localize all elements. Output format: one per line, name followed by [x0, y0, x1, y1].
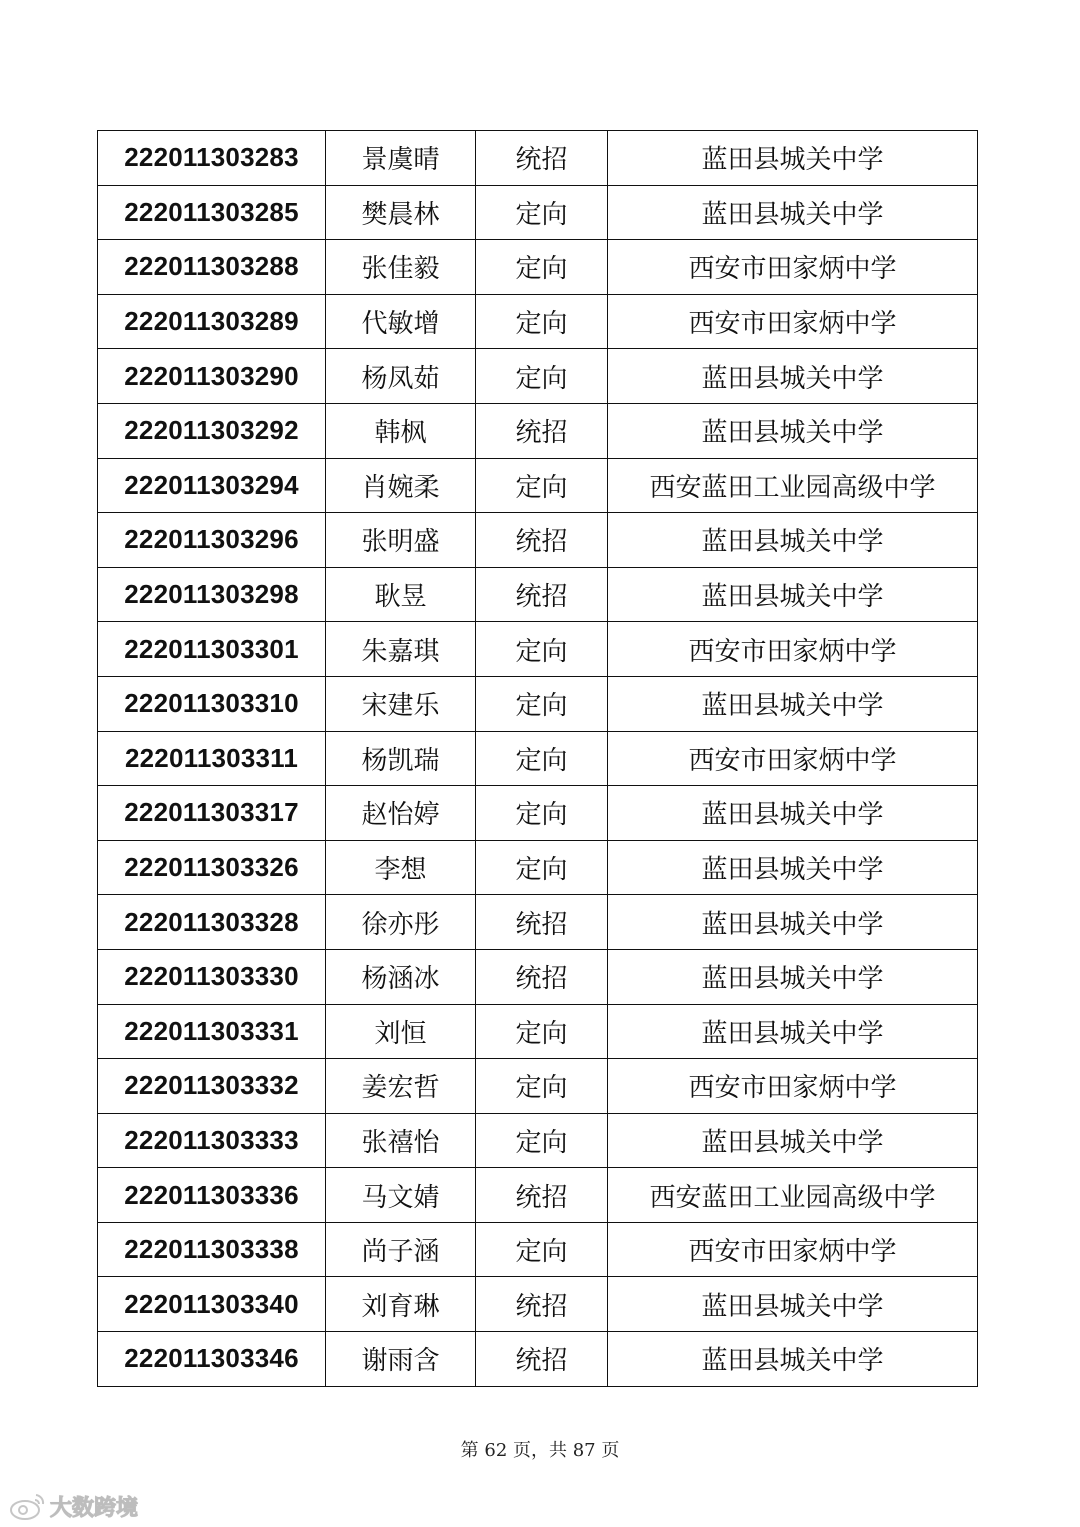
exam-number-cell: 222011303330 — [98, 949, 326, 1004]
school-cell: 蓝田县城关中学 — [608, 1004, 978, 1059]
admission-type-cell: 统招 — [476, 403, 608, 458]
table-row — [98, 294, 978, 349]
exam-number-cell: 222011303310 — [98, 676, 326, 731]
student-name-cell: 张禧怡 — [326, 1113, 476, 1168]
table-row — [98, 840, 978, 895]
admission-type-cell: 定向 — [476, 1004, 608, 1059]
student-name-cell: 张明盛 — [326, 513, 476, 568]
admission-type-cell: 统招 — [476, 131, 608, 186]
admission-type-cell: 定向 — [476, 1059, 608, 1114]
watermark — [8, 1490, 138, 1522]
school-cell: 西安市田家炳中学 — [608, 1222, 978, 1277]
school-cell: 蓝田县城关中学 — [608, 1277, 978, 1332]
table-row — [98, 1168, 978, 1223]
student-name-cell: 杨凯瑞 — [326, 731, 476, 786]
table-row — [98, 1222, 978, 1277]
table-row — [98, 895, 978, 950]
admission-type-cell: 统招 — [476, 513, 608, 568]
table-row — [98, 1004, 978, 1059]
table-row — [98, 731, 978, 786]
exam-number-cell: 222011303290 — [98, 349, 326, 404]
table-row — [98, 676, 978, 731]
exam-number-cell: 222011303294 — [98, 458, 326, 513]
exam-number-cell: 222011303301 — [98, 622, 326, 677]
school-cell: 西安蓝田工业园高级中学 — [608, 1168, 978, 1223]
school-cell: 蓝田县城关中学 — [608, 349, 978, 404]
exam-number-cell: 222011303338 — [98, 1222, 326, 1277]
admission-type-cell: 定向 — [476, 1113, 608, 1168]
table-row — [98, 458, 978, 513]
admission-type-cell: 统招 — [476, 1168, 608, 1223]
admission-type-cell: 定向 — [476, 458, 608, 513]
exam-number-cell: 222011303346 — [98, 1332, 326, 1387]
table-row — [98, 567, 978, 622]
exam-number-cell: 222011303328 — [98, 895, 326, 950]
table-row — [98, 185, 978, 240]
school-cell: 蓝田县城关中学 — [608, 185, 978, 240]
exam-number-cell: 222011303288 — [98, 240, 326, 295]
weibo-logo-icon — [8, 1491, 46, 1521]
school-cell: 蓝田县城关中学 — [608, 567, 978, 622]
student-name-cell: 赵怡婷 — [326, 786, 476, 841]
exam-number-cell: 222011303331 — [98, 1004, 326, 1059]
page-number: 第 62 页，共 87 页 — [460, 1440, 620, 1461]
student-name-cell: 耿昱 — [326, 567, 476, 622]
school-cell: 西安市田家炳中学 — [608, 294, 978, 349]
exam-number-cell: 222011303336 — [98, 1168, 326, 1223]
student-name-cell: 杨涵冰 — [326, 949, 476, 1004]
student-name-cell: 刘育琳 — [326, 1277, 476, 1332]
admission-type-cell: 统招 — [476, 895, 608, 950]
exam-number-cell: 222011303317 — [98, 786, 326, 841]
student-name-cell: 杨凤茹 — [326, 349, 476, 404]
admission-table — [97, 130, 978, 1387]
watermark-text: 大数跨境 — [50, 1495, 139, 1521]
admission-type-cell: 定向 — [476, 731, 608, 786]
exam-number-cell: 222011303333 — [98, 1113, 326, 1168]
school-cell: 西安市田家炳中学 — [608, 1059, 978, 1114]
exam-number-cell: 222011303298 — [98, 567, 326, 622]
table-row — [98, 513, 978, 568]
student-name-cell: 马文婧 — [326, 1168, 476, 1223]
school-cell: 西安市田家炳中学 — [608, 240, 978, 295]
student-name-cell: 尚子涵 — [326, 1222, 476, 1277]
school-cell: 蓝田县城关中学 — [608, 840, 978, 895]
exam-number-cell: 222011303311 — [98, 731, 326, 786]
table-row — [98, 349, 978, 404]
school-cell: 蓝田县城关中学 — [608, 513, 978, 568]
table-row — [98, 949, 978, 1004]
school-cell: 西安市田家炳中学 — [608, 731, 978, 786]
admission-type-cell: 统招 — [476, 949, 608, 1004]
school-cell: 蓝田县城关中学 — [608, 895, 978, 950]
table-row — [98, 622, 978, 677]
student-name-cell: 姜宏哲 — [326, 1059, 476, 1114]
student-name-cell: 樊晨林 — [326, 185, 476, 240]
school-cell: 蓝田县城关中学 — [608, 131, 978, 186]
admission-type-cell: 定向 — [476, 840, 608, 895]
table-row — [98, 1059, 978, 1114]
student-name-cell: 朱嘉琪 — [326, 622, 476, 677]
table-body — [98, 131, 978, 1387]
table-row — [98, 131, 978, 186]
table-row — [98, 1332, 978, 1387]
exam-number-cell: 222011303332 — [98, 1059, 326, 1114]
exam-number-cell: 222011303296 — [98, 513, 326, 568]
admission-type-cell: 定向 — [476, 622, 608, 677]
student-name-cell: 宋建乐 — [326, 676, 476, 731]
school-cell: 西安市田家炳中学 — [608, 622, 978, 677]
student-name-cell: 徐亦彤 — [326, 895, 476, 950]
admission-type-cell: 定向 — [476, 349, 608, 404]
school-cell: 蓝田县城关中学 — [608, 1113, 978, 1168]
school-cell: 蓝田县城关中学 — [608, 786, 978, 841]
admission-type-cell: 定向 — [476, 185, 608, 240]
student-name-cell: 谢雨含 — [326, 1332, 476, 1387]
student-name-cell: 李想 — [326, 840, 476, 895]
table-row — [98, 1113, 978, 1168]
student-name-cell: 刘恒 — [326, 1004, 476, 1059]
school-cell: 蓝田县城关中学 — [608, 1332, 978, 1387]
school-cell: 蓝田县城关中学 — [608, 949, 978, 1004]
admission-type-cell: 定向 — [476, 786, 608, 841]
student-name-cell: 代敏增 — [326, 294, 476, 349]
school-cell: 蓝田县城关中学 — [608, 403, 978, 458]
student-name-cell: 肖婉柔 — [326, 458, 476, 513]
exam-number-cell: 222011303292 — [98, 403, 326, 458]
student-name-cell: 景虞晴 — [326, 131, 476, 186]
table-row — [98, 786, 978, 841]
student-name-cell: 张佳毅 — [326, 240, 476, 295]
admission-type-cell: 定向 — [476, 294, 608, 349]
exam-number-cell: 222011303283 — [98, 131, 326, 186]
exam-number-cell: 222011303326 — [98, 840, 326, 895]
table-row — [98, 240, 978, 295]
admission-type-cell: 统招 — [476, 567, 608, 622]
exam-number-cell: 222011303340 — [98, 1277, 326, 1332]
school-cell: 西安蓝田工业园高级中学 — [608, 458, 978, 513]
table-row — [98, 403, 978, 458]
school-cell: 蓝田县城关中学 — [608, 676, 978, 731]
exam-number-cell: 222011303289 — [98, 294, 326, 349]
exam-number-cell: 222011303285 — [98, 185, 326, 240]
student-name-cell: 韩枫 — [326, 403, 476, 458]
admission-type-cell: 定向 — [476, 240, 608, 295]
admission-type-cell: 统招 — [476, 1277, 608, 1332]
table-row — [98, 1277, 978, 1332]
admission-type-cell: 定向 — [476, 1222, 608, 1277]
admission-type-cell: 定向 — [476, 676, 608, 731]
admission-type-cell: 统招 — [476, 1332, 608, 1387]
